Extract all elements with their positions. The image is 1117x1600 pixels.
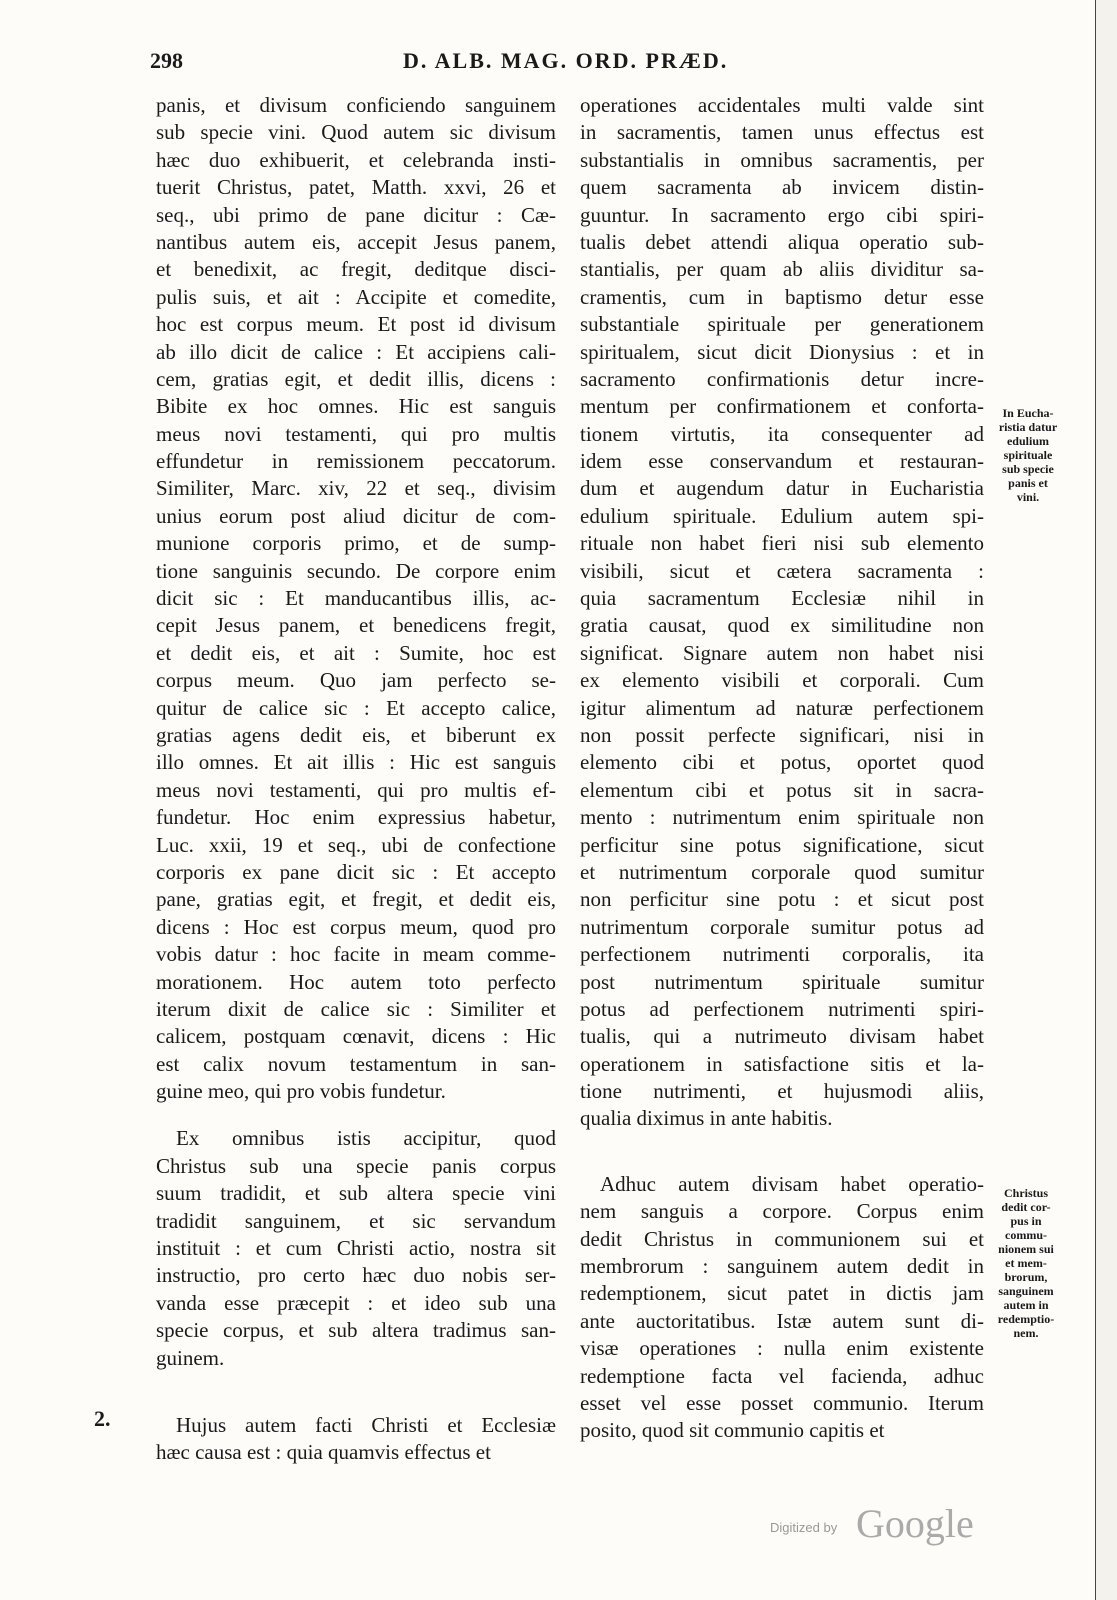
text-line: pane, gratias egit, et fregit, et dedit eis,: [156, 887, 556, 912]
text-line: non perficitur sine potu : et sicut post: [580, 887, 984, 912]
google-logo: Google: [856, 1501, 974, 1546]
text-line: Hujus autem facti Christi et Ecclesiæ: [176, 1412, 556, 1437]
text-line: instructio, pro certo hæc duo nobis ser-: [156, 1263, 556, 1288]
section-number: 2.: [94, 1406, 111, 1431]
left-paragraph-1: [156, 92, 556, 1105]
text-line: non possit perfecte significari, nisi in: [580, 722, 984, 747]
text-line: tualis, qui a nutrimeuto divisam habet: [580, 1024, 984, 1049]
text-line: morationem. Hoc autem toto perfecto: [156, 969, 556, 994]
left-paragraph-2: [156, 1125, 556, 1372]
text-line: dicens : Hoc est corpus meum, quod pro: [156, 914, 556, 939]
text-line: spiritualem, sicut dicit Dionysius : et in: [580, 339, 984, 364]
text-line: panis, et divisum conficiendo sanguinem: [156, 93, 556, 117]
text-line: dum et augendum datur in Eucharistia: [580, 476, 984, 501]
text-line: hæc causa est : quia quamvis effectus et: [156, 1440, 491, 1465]
right-paragraph-1: [580, 92, 984, 1133]
text-line: nutrimentum corporale sumitur potus ad: [580, 914, 984, 939]
text-line: redemptione facta vel facienda, adhuc: [580, 1363, 984, 1388]
digitized-signature: [770, 1500, 990, 1550]
text-line: potus ad perfectionem nutrimenti spiri-: [580, 996, 984, 1021]
text-line: stantialis, per quam ab aliis dividitur sa-: [580, 257, 984, 282]
text-line: Similiter, Marc. xiv, 22 et seq., divisim: [156, 476, 556, 501]
text-line: redemptionem, sicut patet in dictis jam: [580, 1281, 984, 1306]
text-line: Luc. xxii, 19 et seq., ubi de confectione: [156, 832, 556, 857]
text-line: unius eorum post aliud dicitur de com-: [156, 503, 556, 528]
left-column: [156, 92, 556, 1467]
margin-note-line: panis et: [1008, 476, 1048, 490]
running-title: D. ALB. MAG. ORD. PRÆD.: [403, 48, 729, 73]
margin-note-eucharistia: [982, 406, 1074, 504]
text-line: corpus meum. Quo jam perfecto se-: [156, 668, 556, 693]
text-line: suum tradidit, et sub altera specie vini: [156, 1181, 556, 1206]
margin-note-line: Christus: [1003, 1186, 1048, 1200]
text-line: elemento cibi et potus, oportet quod: [580, 750, 984, 775]
margin-note-line: edulium: [1006, 434, 1049, 448]
text-line: membrorum : sanguinem autem dedit in: [580, 1254, 984, 1279]
text-line: quitur de calice sic : Et accepto calice,: [156, 695, 556, 720]
text-line: perficitur sine potus significatione, sicut: [580, 832, 984, 857]
margin-note-line: nionem sui: [998, 1242, 1054, 1256]
text-line: et dedit eis, et ait : Sumite, hoc est: [156, 640, 556, 665]
text-line: dedit Christus in communionem sui et: [580, 1226, 984, 1251]
text-line: tualis debet attendi aliqua operatio sub-: [580, 229, 984, 254]
margin-note-line: vini.: [1016, 490, 1040, 504]
margin-note-christus: [980, 1186, 1072, 1340]
text-line: seq., ubi primo de pane dicitur : Cæ-: [156, 202, 556, 227]
text-line: edulium spirituale. Edulium autem spi-: [580, 503, 984, 528]
text-line: vobis datur : hoc facite in meam comme-: [156, 942, 556, 967]
text-line: vanda esse præcepit : et ideo sub una: [156, 1290, 556, 1315]
text-line: quia sacramentum Ecclesiæ nihil in: [580, 586, 984, 611]
text-line: qualia diximus in ante habitis.: [580, 1106, 833, 1131]
text-line: gratia causat, quod ex similitudine non: [580, 613, 984, 638]
text-line: elementum cibi et potus sit in sacra-: [580, 777, 984, 802]
text-line: Bibite ex hoc omnes. Hic est sanguis: [156, 394, 556, 419]
text-line: esset vel esse posset communio. Iterum: [580, 1390, 984, 1415]
text-line: calicem, postquam cœnavit, dicens : Hic: [156, 1024, 556, 1049]
text-line: iterum dixit de calice sic : Similiter et: [156, 996, 556, 1021]
text-line: guine meo, qui pro vobis fundetur.: [156, 1079, 446, 1104]
text-line: posito, quod sit communio capitis et: [580, 1418, 885, 1443]
running-head: [150, 48, 1000, 82]
margin-note-line: commu-: [1005, 1228, 1047, 1242]
text-line: rituale non habet fieri nisi sub elemento: [580, 531, 984, 556]
right-column: [580, 92, 984, 1445]
text-line: cem, gratias egit, et dedit illis, dicens :: [156, 366, 556, 391]
margin-note-line: nem.: [1013, 1326, 1039, 1340]
text-line: tionem virtutis, ita consequenter ad: [580, 421, 984, 446]
margin-note-line: redemptio-: [997, 1312, 1055, 1326]
margin-note-line: brorum,: [1004, 1270, 1048, 1284]
text-line: significat. Signare autem non habet nisi: [580, 640, 984, 665]
text-line: Ex omnibus istis accipitur, quod: [176, 1126, 556, 1151]
text-line: munione corporis primo, et de sump-: [156, 531, 556, 556]
text-line: hæc duo exhibuerit, et celebranda insti-: [156, 147, 556, 172]
text-line: visibili, sicut et cætera sacramenta :: [580, 558, 984, 583]
text-line: cramentis, cum in baptismo detur esse: [580, 284, 984, 309]
page-number: 298: [150, 48, 183, 73]
text-line: tuerit Christus, patet, Matth. xxvi, 26 et: [156, 175, 556, 200]
text-line: ante auctoritatibus. Istæ autem sunt di-: [580, 1308, 984, 1333]
text-line: dicit sic : Et manducantibus illis, ac-: [156, 586, 556, 611]
text-line: in sacramentis, tamen unus effectus est: [580, 120, 984, 145]
margin-note-line: spirituale: [1003, 448, 1053, 462]
right-paragraph-2: [580, 1171, 984, 1445]
margin-note-line: et mem-: [1005, 1256, 1047, 1270]
text-line: perfectionem nutrimenti corporalis, ita: [580, 942, 984, 967]
text-line: igitur alimentum ad naturæ perfectionem: [580, 695, 984, 720]
margin-note-line: sanguinem: [998, 1284, 1054, 1298]
text-line: ex elemento visibili et corporali. Cum: [580, 668, 984, 693]
text-line: mento : nutrimentum enim spirituale non: [580, 805, 984, 830]
margin-note-line: pus in: [1010, 1214, 1042, 1228]
margin-note-line: ristia datur: [998, 420, 1058, 434]
text-line: guuntur. In sacramento ergo cibi spiri-: [580, 202, 984, 227]
text-line: ab illo dicit de calice : Et accipiens cali-: [156, 339, 556, 364]
text-line: et benedixit, ac fregit, deditque disci-: [156, 257, 556, 282]
text-line: et nutrimentum corporale quod sumitur: [580, 859, 984, 884]
text-line: tradidit sanguinem, et sic servandum: [156, 1208, 556, 1233]
text-line: operationes accidentales multi valde sint: [580, 93, 984, 117]
text-line: corporis ex pane dicit sic : Et accepto: [156, 859, 556, 884]
text-line: pulis suis, et ait : Accipite et comedite,: [156, 284, 556, 309]
text-line: Christus sub una specie panis corpus: [156, 1153, 556, 1178]
text-line: guinem.: [156, 1345, 225, 1370]
text-line: nem sanguis a corpore. Corpus enim: [580, 1199, 984, 1224]
text-line: effundetur in remissionem peccatorum.: [156, 449, 556, 474]
digitized-label: Digitized by: [770, 1520, 838, 1535]
left-paragraph-3: [156, 1412, 556, 1467]
text-line: illo omnes. Et ait illis : Hic est sanguis: [156, 750, 556, 775]
text-line: nantibus autem eis, accepit Jesus panem,: [156, 229, 556, 254]
text-line: instituit : et cum Christi actio, nostra sit: [156, 1236, 556, 1261]
text-line: Adhuc autem divisam habet operatio-: [600, 1171, 984, 1196]
text-line: meus novi testamenti, qui pro multis ef-: [156, 777, 556, 802]
text-line: sacramento confirmationis detur incre-: [580, 366, 984, 391]
text-line: visæ operationes : nulla enim existente: [580, 1336, 984, 1361]
text-line: hoc est corpus meum. Et post id divisum: [156, 312, 556, 337]
text-line: idem esse conservandum et restauran-: [580, 449, 984, 474]
text-line: substantialis in omnibus sacramentis, per: [580, 147, 984, 172]
margin-note-line: autem in: [1003, 1298, 1049, 1312]
text-line: post nutrimentum spirituale sumitur: [580, 969, 984, 994]
text-line: est calix novum testamentum in san-: [156, 1051, 556, 1076]
text-line: meus novi testamenti, qui pro multis: [156, 421, 556, 446]
text-line: specie corpus, et sub altera tradimus san-: [156, 1318, 556, 1343]
page-edge: [1095, 0, 1117, 1600]
text-line: gratias agens dedit eis, et biberunt ex: [156, 722, 556, 747]
text-line: tione nutrimenti, et hujusmodi aliis,: [580, 1079, 984, 1104]
text-line: quem sacramenta ab invicem distin-: [580, 175, 984, 200]
margin-note-line: In Eucha-: [1002, 406, 1054, 420]
text-line: operationem in satisfactione sitis et la-: [580, 1051, 984, 1076]
text-line: tione sanguinis secundo. De corpore enim: [156, 558, 556, 583]
text-line: fundetur. Hoc enim expressius habetur,: [156, 805, 556, 830]
text-line: sub specie vini. Quod autem sic divisum: [156, 120, 556, 145]
margin-note-line: dedit cor-: [1001, 1200, 1051, 1214]
margin-note-line: sub specie: [1002, 462, 1054, 476]
text-line: cepit Jesus panem, et benedicens fregit,: [156, 613, 556, 638]
text-line: mentum per confirmationem et conforta-: [580, 394, 984, 419]
text-line: substantiale spirituale per generationem: [580, 312, 984, 337]
